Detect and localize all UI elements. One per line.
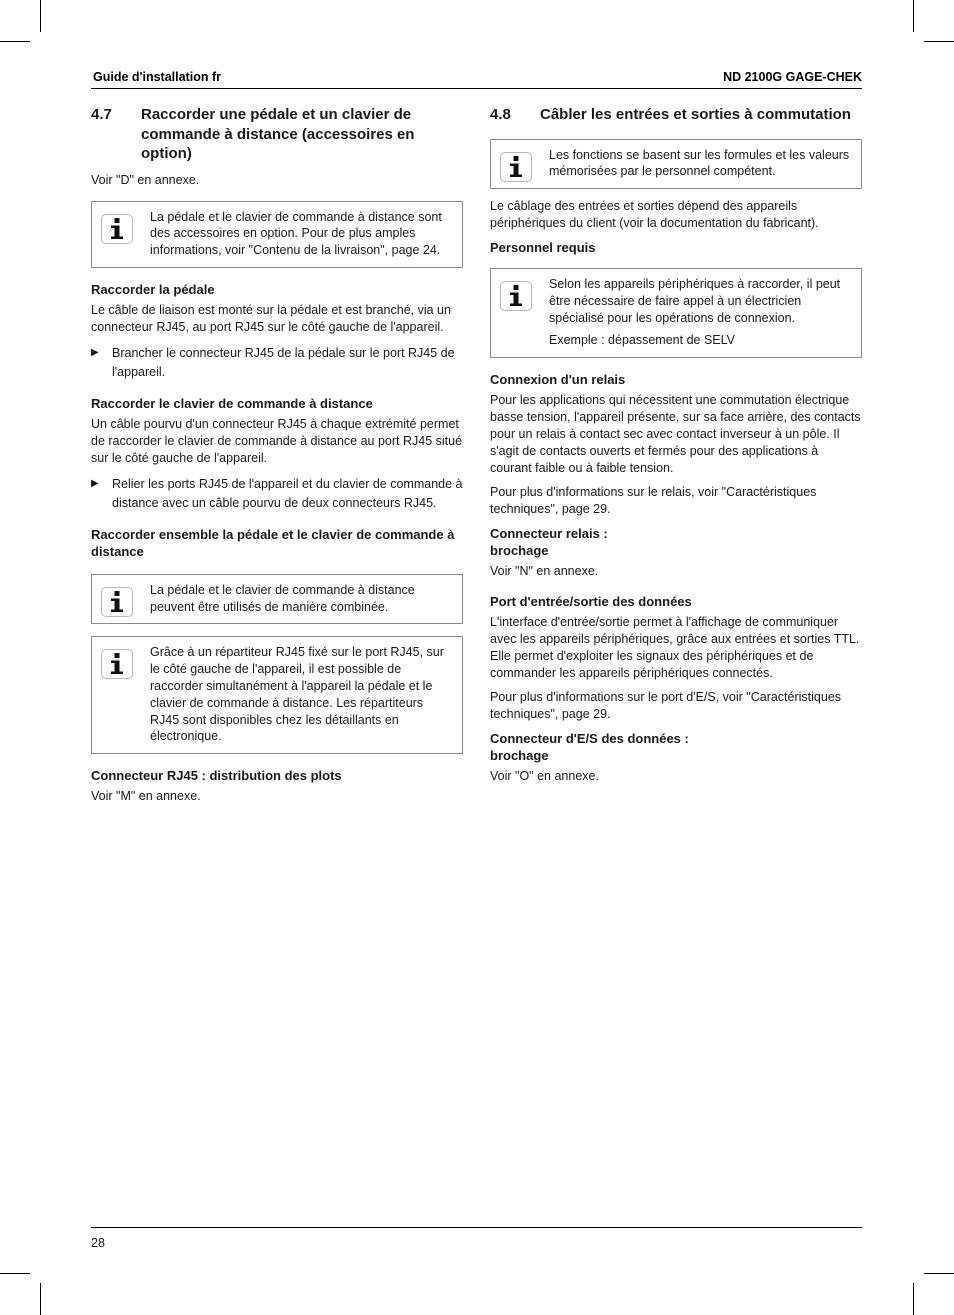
paragraph-relay-connector: Voir "N" en annexe.	[490, 564, 599, 579]
heading-required-staff: Personnel requis	[490, 240, 596, 256]
heading-line: Connecteur d'E/S des données :	[490, 731, 689, 747]
heading-rj45-pinout: Connecteur RJ45 : distribution des plots	[91, 768, 342, 784]
instruction-text: Relier les ports RJ45 de l'appareil et du clavier de commande à distance avec un câble pourvu de deux connecteurs RJ45.	[112, 476, 463, 510]
info-note	[91, 201, 463, 268]
heading-connect-pedal: Raccorder la pédale	[91, 281, 215, 297]
heading-relay-connection: Connexion d'un relais	[490, 372, 626, 388]
heading-io-port: Port d'entrée/sortie des données	[490, 594, 692, 610]
paragraph-relay-info: Pour plus d'informations sur le relais, voir "Caractéristiques techniques", page 29.	[490, 485, 817, 517]
note-text: La pédale et le clavier de commande à distance sont des accessoires en option. Pour de plus amples informations, voir "Contenu de la livraison", page 24.	[150, 209, 442, 258]
note-text: Grâce à un répartiteur RJ45 fixé sur le port RJ45, sur le côté gauche de l'appareil, il est possible de raccorder simultanément à l'appareil la pédale et le clavier de commande à distance. Les répartiteurs RJ45 sont disponibles chez les détaillants en électronique.	[150, 645, 444, 744]
note-text: La pédale et le clavier de commande à distance peuvent être utilisés de manière combinée.	[150, 582, 415, 614]
heading-relay-connector	[490, 525, 862, 559]
intro-text: Voir "D" en annexe.	[91, 172, 200, 187]
info-icon	[500, 152, 532, 182]
arrow-bullet-icon: ▶	[91, 477, 99, 489]
paragraph-rj45: Voir "M" en annexe.	[91, 789, 201, 804]
info-icon	[500, 281, 532, 311]
note-example: Exemple : dépassement de SELV	[549, 333, 735, 348]
paragraph-io: L'interface d'entrée/sortie permet à l'affichage de communiquer avec les appareils périphériques, grâce aux entrées et sorties TTL. Elle permet d'exploiter les signaux des périphériques et de commander les appareils périphériques connectés.	[490, 615, 860, 681]
header-guide-title: Guide d'installation fr	[93, 70, 221, 84]
info-icon	[101, 214, 133, 244]
info-note	[490, 268, 862, 358]
crop-mark	[913, 1283, 914, 1315]
paragraph-keypad: Un câble pourvu d'un connecteur RJ45 à chaque extrémité permet de raccorder le clavier de commande à distance au port RJ45 situé sur le côté gauche de l'appareil.	[91, 416, 463, 465]
instruction-step	[91, 344, 463, 382]
info-note	[91, 636, 463, 754]
section-heading-4-7	[91, 105, 463, 164]
arrow-bullet-icon: ▶	[91, 346, 99, 358]
info-note	[91, 574, 463, 625]
paragraph-io-connector: Voir "O" en annexe.	[490, 769, 599, 784]
heading-line: brochage	[490, 543, 549, 559]
info-icon	[101, 649, 133, 679]
page-footer	[91, 1227, 862, 1250]
paragraph-pedal: Le câble de liaison est monté sur la pédale et est branché, via un connecteur RJ45, au port RJ45 sur le côté gauche de l'appareil.	[91, 302, 451, 334]
section-number: 4.8	[490, 106, 511, 123]
info-note	[490, 139, 862, 190]
note-text: Selon les appareils périphériques à raccorder, il peut être nécessaire de faire appel à un électricien spécialisé pour les opérations de connexion.	[549, 277, 841, 325]
heading-connect-both: Raccorder ensemble la pédale et le clavier de commande à distance	[91, 526, 455, 559]
crop-mark	[40, 1283, 41, 1315]
heading-line: Connecteur relais :	[490, 526, 608, 542]
crop-mark	[913, 0, 914, 32]
heading-io-connector	[490, 730, 862, 764]
section-number: 4.7	[91, 106, 112, 123]
section-title: Raccorder une pédale et un clavier de commande à distance (accessoires en option)	[141, 106, 415, 162]
crop-mark	[924, 41, 954, 42]
crop-mark	[40, 0, 41, 32]
instruction-step	[91, 475, 463, 513]
section-heading-4-8	[490, 105, 862, 125]
paragraph-relay: Pour les applications qui nécessitent une commutation électrique basse tension, l'appareil présente, sur sa face arrière, des contacts pour un relais à contact sec avec contact inverseur à un pôle. Il s'agit de contacts ouverts et fermés pour des applications à courant faible ou à faible tension.	[490, 393, 861, 476]
left-column	[91, 105, 463, 812]
section-title: Câbler les entrées et sorties à commutation	[540, 106, 851, 123]
info-icon	[101, 587, 133, 617]
page-number: 28	[91, 1236, 105, 1250]
crop-mark	[924, 1273, 954, 1274]
heading-connect-keypad: Raccorder le clavier de commande à distance	[91, 395, 373, 411]
instruction-text: Brancher le connecteur RJ45 de la pédale sur le port RJ45 de l'appareil.	[112, 345, 455, 379]
crop-mark	[0, 1273, 30, 1274]
paragraph-io-info: Pour plus d'informations sur le port d'E/S, voir "Caractéristiques techniques", page 29.	[490, 690, 842, 722]
page-header	[91, 69, 862, 89]
note-text: Les fonctions se basent sur les formules et les valeurs mémorisées par le personnel compétent.	[549, 147, 850, 179]
crop-mark	[0, 41, 30, 42]
header-product-name: ND 2100G GAGE-CHEK	[723, 70, 862, 84]
paragraph-wiring: Le câblage des entrées et sorties dépend des appareils périphériques du client (voir la documentation du fabricant).	[490, 199, 819, 231]
heading-line: brochage	[490, 748, 549, 764]
right-column	[490, 105, 862, 792]
